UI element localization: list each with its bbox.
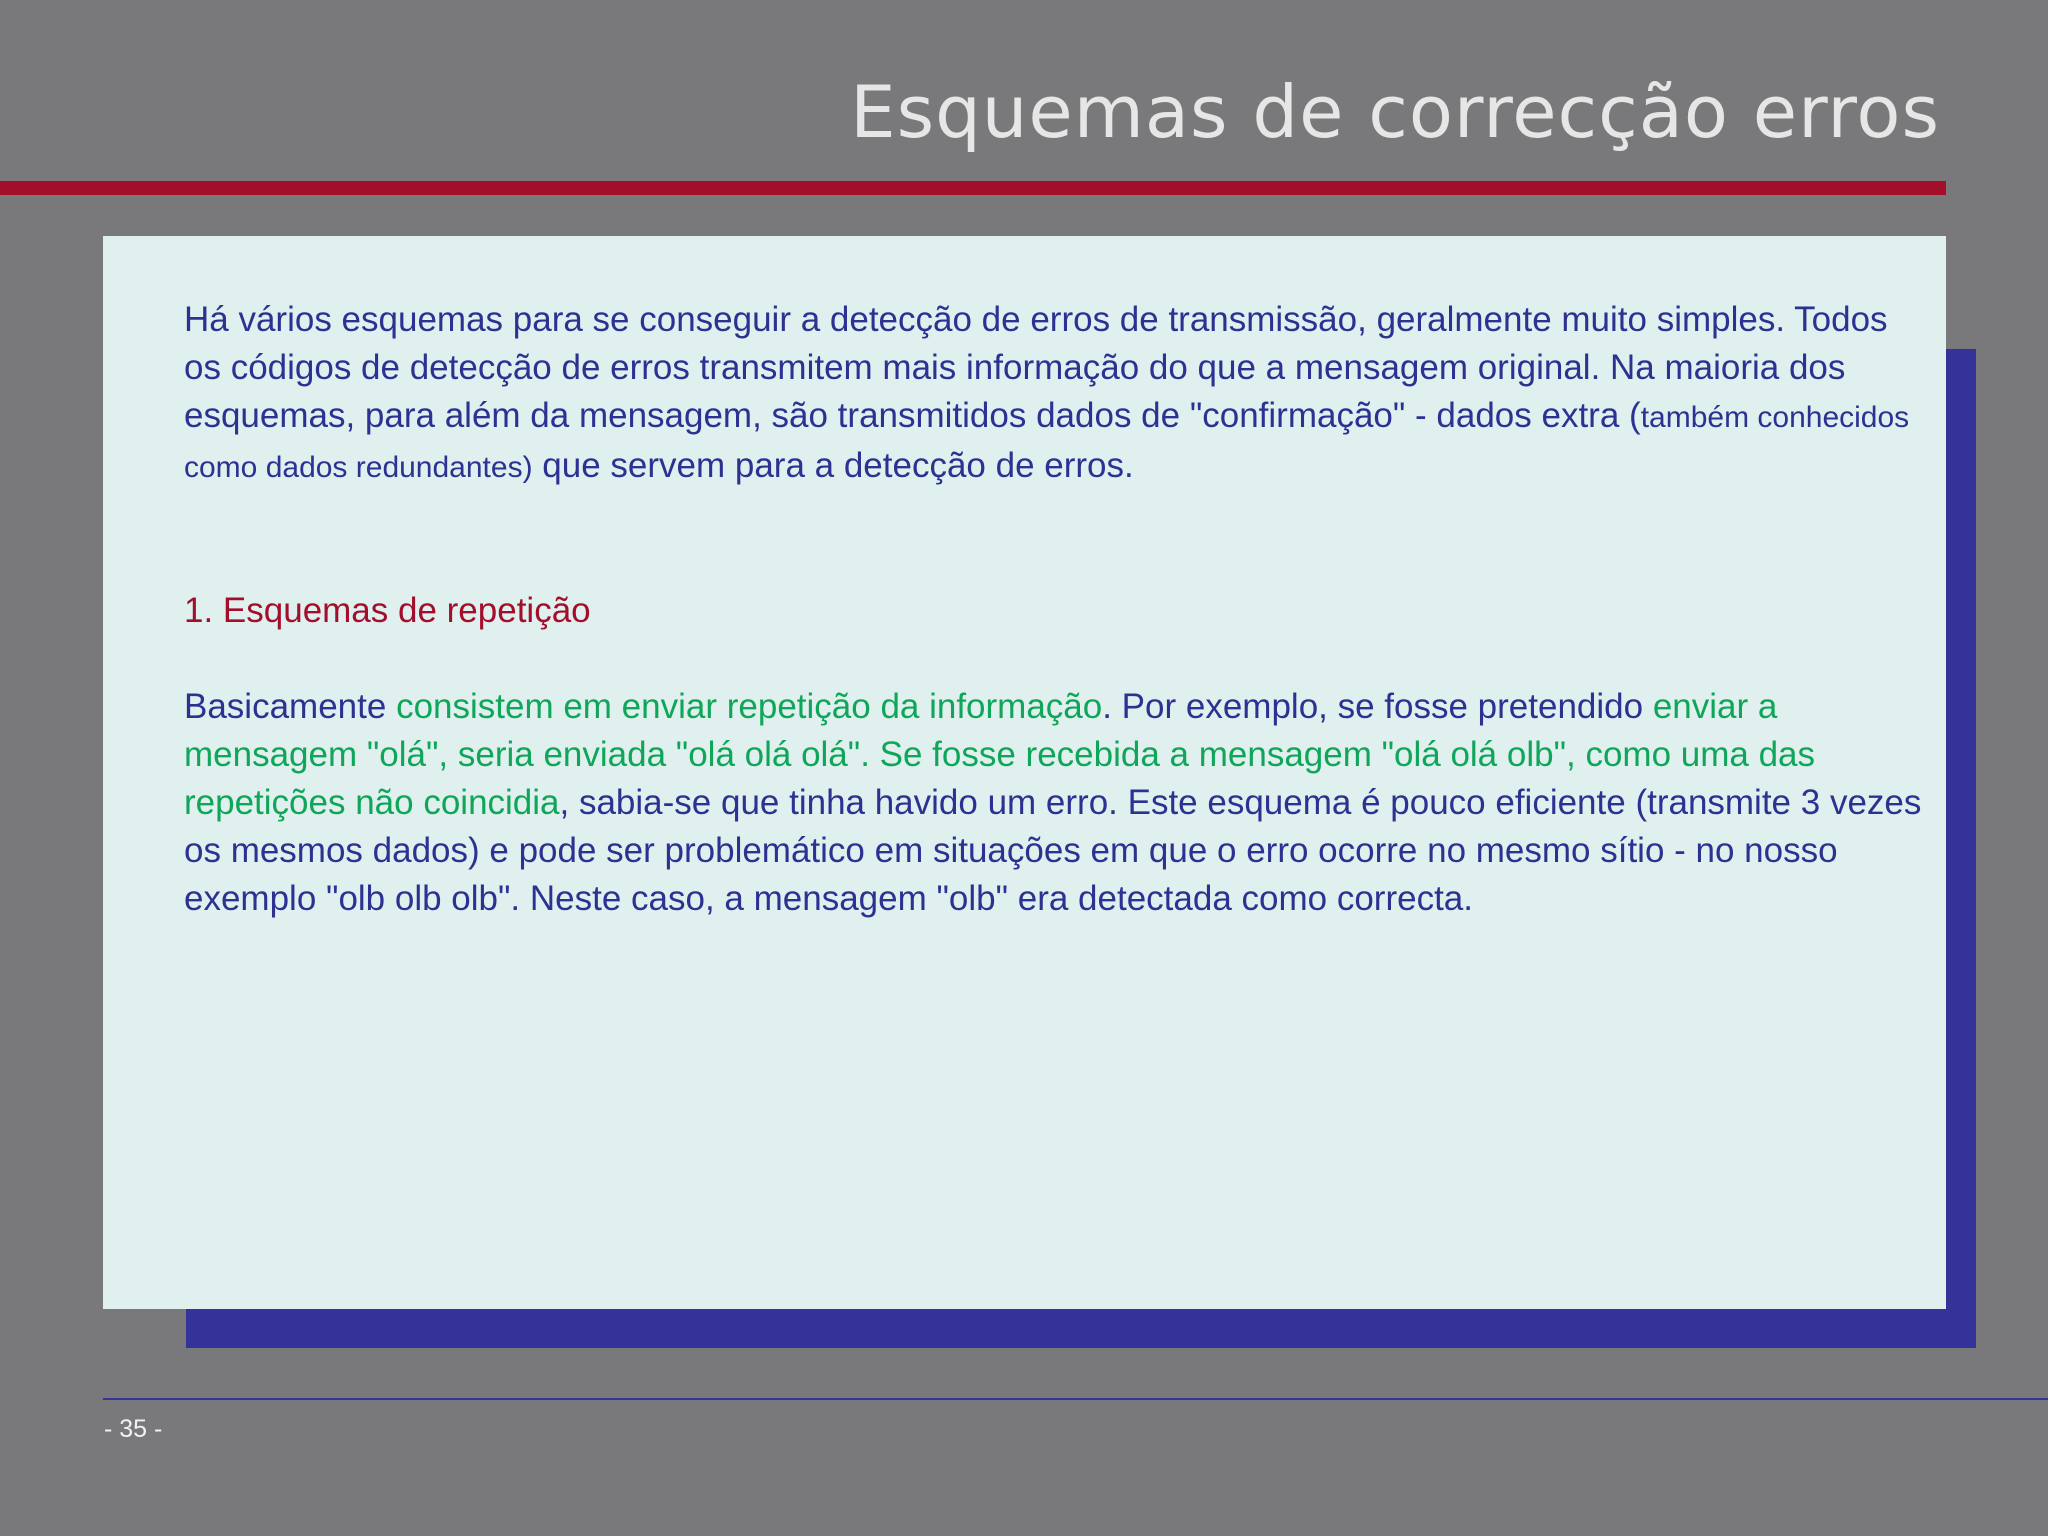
panel-content [184,296,1934,923]
intro-text-small: também conhecidos como dados redundantes) [184,401,1910,484]
repetition-paragraph [184,683,1934,923]
intro-text-1: Há vários esquemas para se conseguir a detecção de erros de transmissão, geralmente muito simples. Todos os códigos de detecção de erros transmitem mais informação do que a mensagem original. Na maioria dos esquemas, para além da mensagem, são transmitidos dados de "confirmação" - dados extra ( [184,300,1888,435]
para-text-1: Basicamente [184,687,397,726]
intro-text-2: que servem para a detecção de erros. [532,446,1134,485]
page-number: - 35 - [104,1415,163,1443]
para-highlight-1: consistem em enviar repetição da informação [396,687,1103,726]
para-text-2: . Por exemplo, se fosse pretendido [1102,687,1653,726]
intro-paragraph [184,296,1934,492]
section-heading: 1. Esquemas de repetição [184,591,591,630]
slide-title: Esquemas de correcção erros [850,70,1940,154]
title-divider [0,181,1946,195]
para-text-3: , sabia-se que tinha havido um erro. Este esquema é pouco eficiente (transmite 3 vezes os mesmos dados) e pode ser problemático em situações em que o erro ocorre no mesmo sítio - no nosso exemplo "olb olb olb". Neste caso, a mensagem "olb" era detectada como correcta. [184,783,1922,918]
footer-divider [103,1398,2048,1400]
para-highlight-2: enviar a mensagem "olá", seria enviada "olá olá olá". Se fosse recebida a mensagem "olá olá olb", como uma das repetições não coincidia [184,687,1816,822]
content-panel [103,236,1946,1309]
